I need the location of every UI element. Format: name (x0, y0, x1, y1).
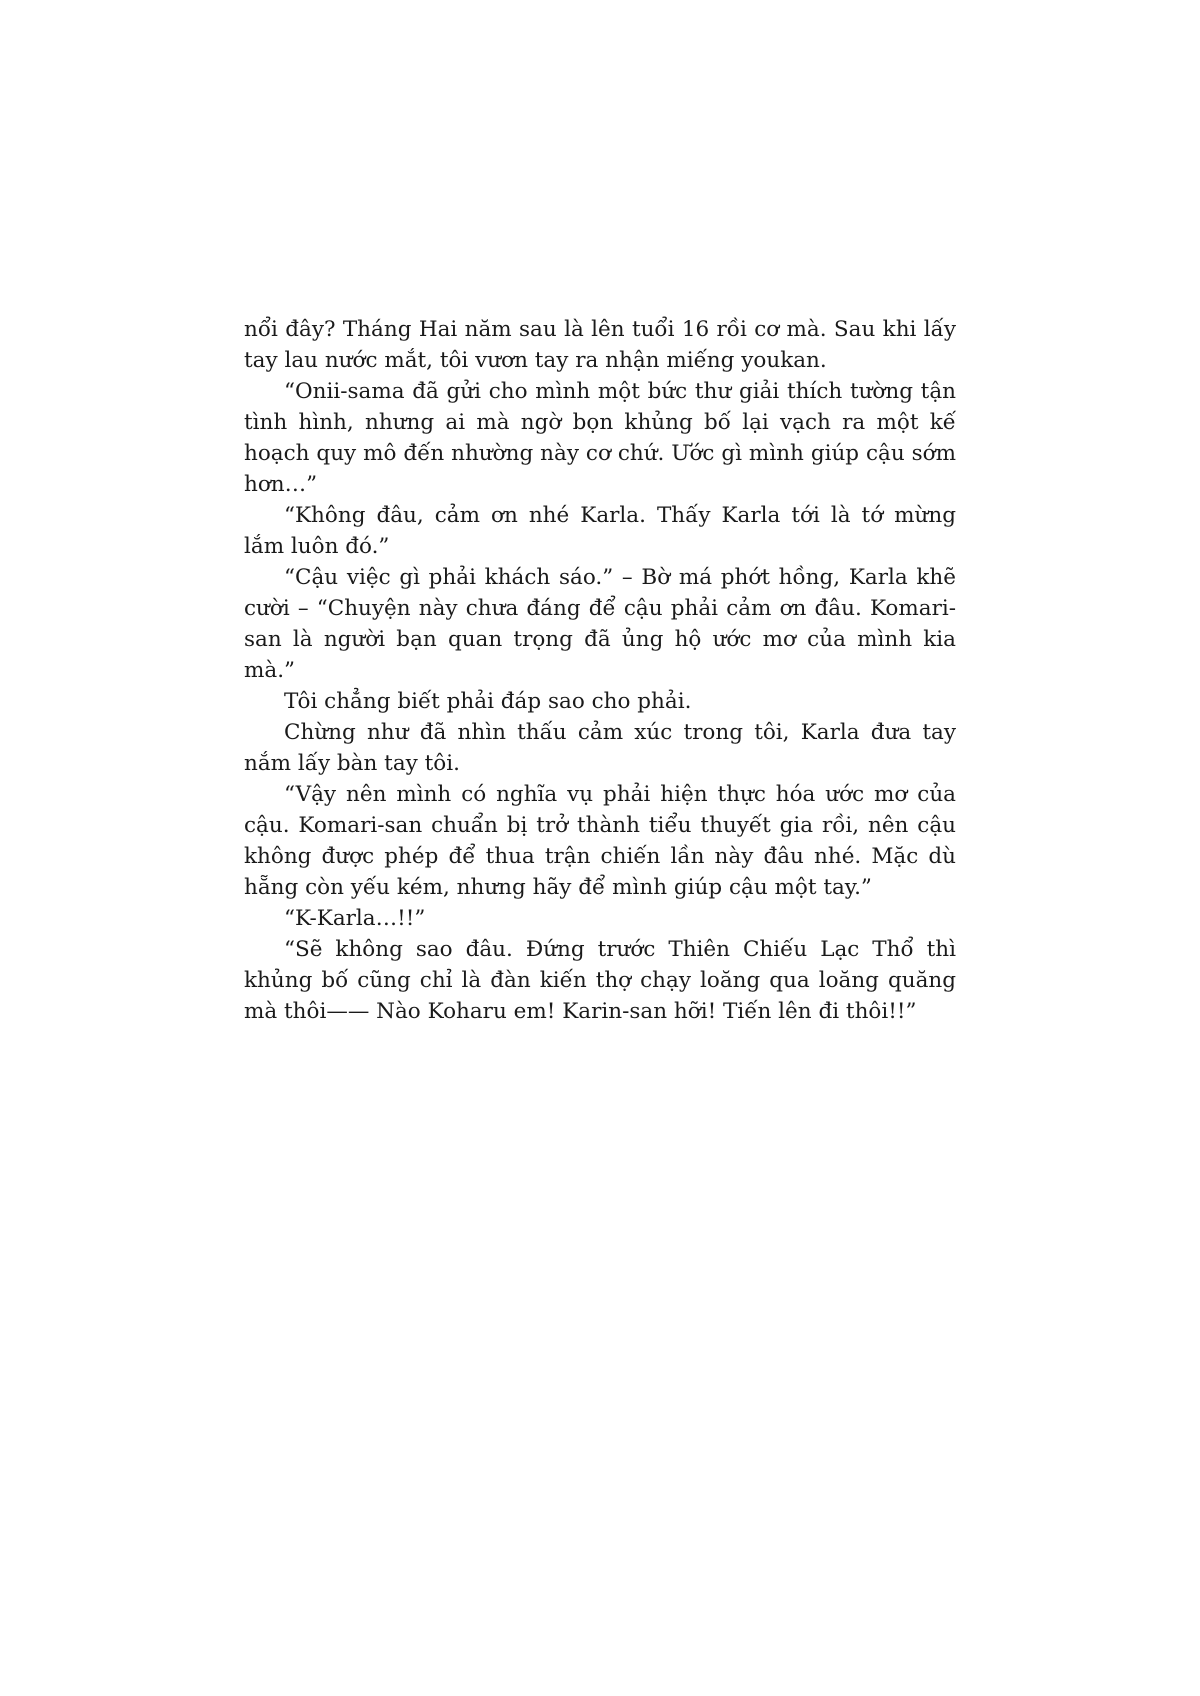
paragraph: “K-Karla…!!” (284, 906, 426, 931)
paragraph: “Cậu việc gì phải khách sáo.” – Bờ má phớt hồng, Karla khẽ cười – “Chuyện này chưa đáng để cậu phải cảm ơn đâu. Komari-san là người bạn quan trọng đã ủng hộ ước mơ của mình kia mà.” (244, 565, 956, 683)
paragraph: “Onii-sama đã gửi cho mình một bức thư giải thích tường tận tình hình, nhưng ai mà ngờ bọn khủng bố lại vạch ra một kế hoạch quy mô đến nhường này cơ chứ. Ước gì mình giúp cậu sớm hơn…” (244, 379, 956, 497)
paragraph: “Vậy nên mình có nghĩa vụ phải hiện thực hóa ước mơ của cậu. Komari-san chuẩn bị trở thành tiểu thuyết gia rồi, nên cậu không được phép để thua trận chiến lần này đâu nhé. Mặc dù hẵng còn yếu kém, nhưng hãy để mình giúp cậu một tay.” (244, 782, 956, 900)
body-text (244, 314, 956, 1027)
paragraph: Chừng như đã nhìn thấu cảm xúc trong tôi, Karla đưa tay nắm lấy bàn tay tôi. (244, 720, 956, 776)
paragraph-continuation: nổi đây? Tháng Hai năm sau là lên tuổi 16 rồi cơ mà. Sau khi lấy tay lau nước mắt, tôi vươn tay ra nhận miếng youkan. (244, 317, 956, 373)
paragraph: “Sẽ không sao đâu. Đứng trước Thiên Chiếu Lạc Thổ thì khủng bố cũng chỉ là đàn kiến thợ chạy loăng qua loăng quăng mà thôi—— Nào Koharu em! Karin-san hỡi! Tiến lên đi thôi!!” (244, 937, 956, 1024)
paragraph: “Không đâu, cảm ơn nhé Karla. Thấy Karla tới là tớ mừng lắm luôn đó.” (244, 503, 956, 559)
paragraph: Tôi chẳng biết phải đáp sao cho phải. (284, 689, 692, 714)
